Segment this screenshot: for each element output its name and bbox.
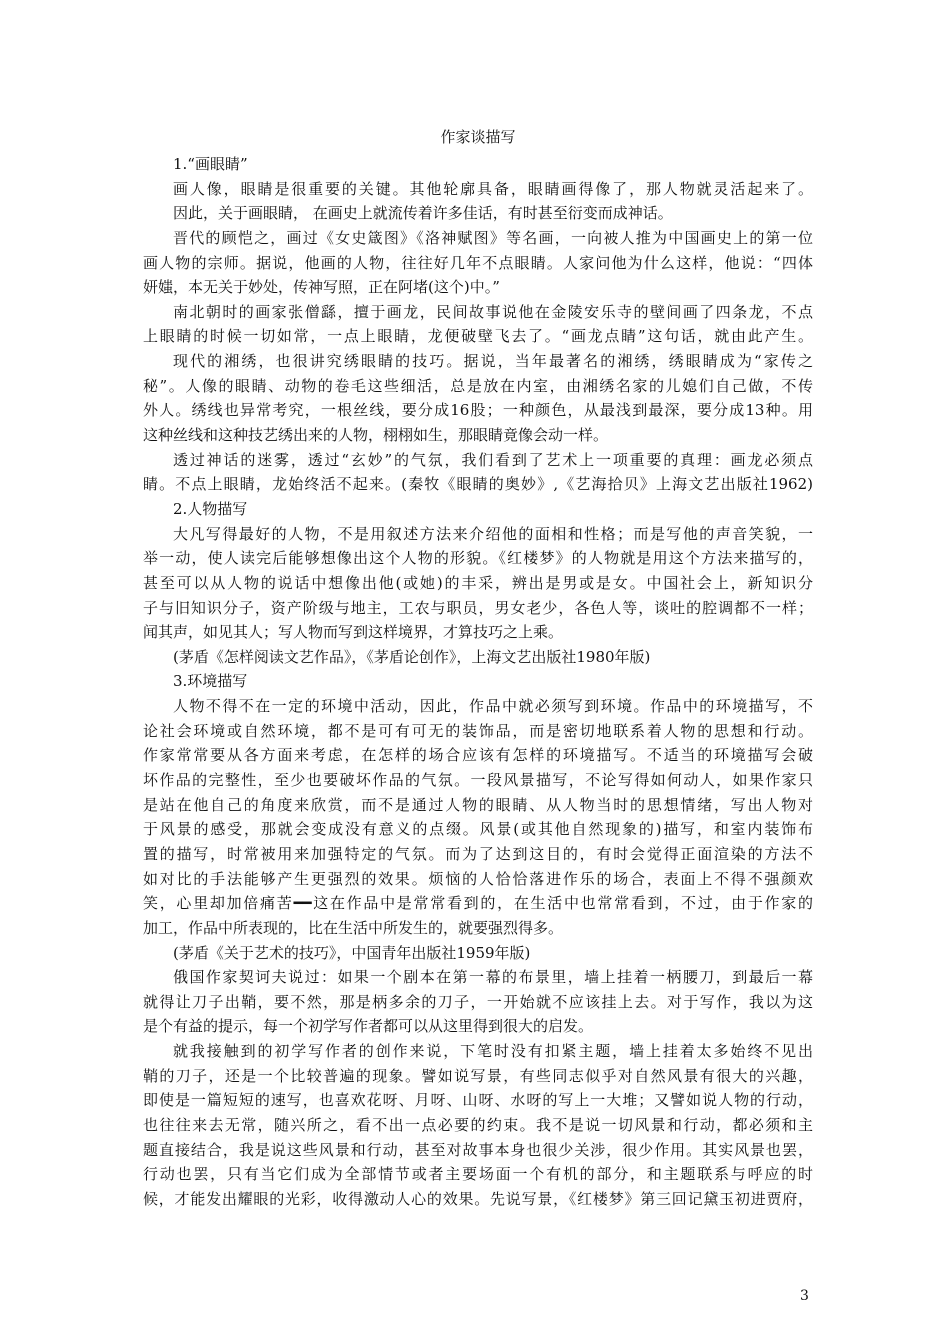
text-line: 现代的湘绣，也很讲究绣眼睛的技巧。据说，当年最著名的湘绣，绣眼睛成为“家传之 xyxy=(173,352,813,371)
text-line: 睛。不点上眼睛，龙始终活不起来。(秦牧《眼睛的奥妙》,《艺海拾贝》上海文艺出版社1962) xyxy=(143,475,813,494)
text-line: 3.环境描写 xyxy=(173,672,248,691)
text-line: 这种丝线和这种技艺绣出来的人物，栩栩如生，那眼睛竟像会动一样。 xyxy=(143,426,609,445)
text-line: 妍媸，本无关于妙处，传神写照，正在阿堵(这个)中。” xyxy=(143,278,500,297)
text-line: 子与旧知识分子，资产阶级与地主，工农与职员，男女老少，各色人等，谈吐的腔调都不一样； xyxy=(143,598,813,617)
text-line: 也往往来去无常，随兴所之，看不出一点必要的约束。我不是说一切风景和行动，都必须和主 xyxy=(143,1115,813,1134)
text-line: 鞘的刀子，还是一个比较普遍的现象。譬如说写景，有些同志似乎对自然风景有很大的兴趣， xyxy=(143,1066,813,1085)
text-line: 就我接触到的初学写作者的创作来说，下笔时没有扣紧主题，墙上挂着太多始终不见出 xyxy=(173,1042,813,1061)
document-body xyxy=(143,126,813,1212)
text-line: 是站在他自己的角度来欣赏，而不是通过人物的眼睛、从人物当时的思想情绪，写出人物对 xyxy=(143,795,813,814)
text-line: 加工，作品中所表现的，比在生活中所发生的，就要强烈得多。 xyxy=(143,918,564,937)
text-line: 外人。绣线也异常考究，一根丝线，要分成16股；一种颜色，从最浅到最深，要分成13种。用 xyxy=(143,401,813,420)
paragraph-lines xyxy=(143,152,813,1212)
text-line: 上眼睛的时候一切如常，一点上眼睛，龙便破壁飞去了。“画龙点睛”这句话，就由此产生。 xyxy=(143,327,813,346)
text-line: 行动也罢，只有当它们成为全部情节或者主要场面一个有机的部分，和主题联系与呼应的时 xyxy=(143,1165,813,1184)
text-line: (茅盾《关于艺术的技巧》，中国青年出版社1959年版) xyxy=(173,943,531,962)
text-line: 人物不得不在一定的环境中活动，因此，作品中就必须写到环境。作品中的环境描写，不 xyxy=(173,697,813,716)
text-line: 俄国作家契诃夫说过：如果一个剧本在第一幕的布景里，墙上挂着一柄腰刀，到最后一幕 xyxy=(173,968,813,987)
text-line: 1.“画眼睛” xyxy=(173,155,248,173)
text-line: 举一动，使人读完后能够想像出这个人物的形貌。《红楼梦》的人物就是用这个方法来描写的， xyxy=(143,549,813,568)
text-line: (茅盾《怎样阅读文艺作品》，《茅盾论创作》，上海文艺出版社1980年版) xyxy=(173,647,651,666)
text-line: 坏作品的完整性，至少也要破坏作品的气氛。一段风景描写，不论写得如何动人，如果作家只 xyxy=(143,771,813,790)
text-line: 作家常常要从各方面来考虑，在怎样的场合应该有怎样的环境描写。不适当的环境描写会破 xyxy=(143,746,813,765)
text-line: 题直接结合，我是说这些风景和行动，甚至对故事本身也很少关涉，很少作用。其实风景也罢， xyxy=(143,1140,813,1159)
document-title: 作家谈描写 xyxy=(440,128,516,146)
text-line: 论社会环境或自然环境，都不是可有可无的装饰品，而是密切地联系着人物的思想和行动。 xyxy=(143,721,813,740)
text-line: 闻其声，如见其人；写人物而写到这样境界，才算技巧之上乘。 xyxy=(143,623,564,642)
text-line: 晋代的顾恺之，画过《女史箴图》《洛神赋图》等名画，一向被人推为中国画史上的第一位 xyxy=(173,228,813,247)
page-number: 3 xyxy=(800,1288,809,1304)
text-line: 即使是一篇短短的速写，也喜欢花呀、月呀、山呀、水呀的写上一大堆；又譬如说人物的行动， xyxy=(143,1091,813,1110)
text-line: 秘”。人像的眼睛、动物的卷毛这些细活，总是放在内室，由湘绣名家的儿媳们自己做，不传 xyxy=(143,376,813,395)
text-line: 置的描写，时常被用来加强特定的气氛。而为了达到这目的，有时会觉得正面渲染的方法不 xyxy=(143,844,813,863)
text-line: 候，才能发出耀眼的光彩，收得激动人心的效果。先说写景，《红楼梦》第三回记黛玉初进贾府， xyxy=(143,1189,813,1208)
text-line: 甚至可以从人物的说话中想像出他(或她)的丰采，辨出是男或是女。中国社会上，新知识分 xyxy=(143,573,813,592)
text-line: 笑，心里却加倍痛苦━━这在作品中是常常看到的，在生活中也常常看到，不过，由于作家的 xyxy=(143,894,813,913)
text-line: 南北朝时的画家张僧繇，擅于画龙，民间故事说他在金陵安乐寺的壁间画了四条龙，不点 xyxy=(173,302,813,321)
text-line: 于风景的感受，那就会变成没有意义的点缀。风景(或其他自然现象的)描写，和室内装饰布 xyxy=(143,820,813,839)
text-line: 是个有益的提示，每一个初学写作者都可以从这里得到很大的启发。 xyxy=(143,1017,594,1036)
text-line: 画人像，眼睛是很重要的关键。其他轮廓具备，眼睛画得像了，那人物就灵活起来了。 xyxy=(173,179,813,198)
text-line: 大凡写得最好的人物，不是用叙述方法来介绍他的面相和性格；而是写他的声音笑貌，一 xyxy=(173,524,813,543)
text-line: 透过神话的迷雾，透过“玄妙”的气氛，我们看到了艺术上一项重要的真理：画龙必须点 xyxy=(173,450,813,469)
text-line: 就得让刀子出鞘，要不然，那是柄多余的刀子，一开始就不应该挂上去。对于写作，我以为这 xyxy=(143,992,813,1011)
text-line: 2.人物描写 xyxy=(173,499,248,518)
text-line: 如对比的手法能够产生更强烈的效果。烦恼的人恰恰落进作乐的场合，表面上不得不强颜欢 xyxy=(143,869,813,888)
text-line: 因此，关于画眼睛， 在画史上就流传着许多佳话，有时甚至衍变而成神话。 xyxy=(173,204,673,223)
text-line: 画人物的宗师。据说，他画的人物，往往好几年不点眼睛。人家问他为什么这样，他说：“四体 xyxy=(143,253,813,272)
